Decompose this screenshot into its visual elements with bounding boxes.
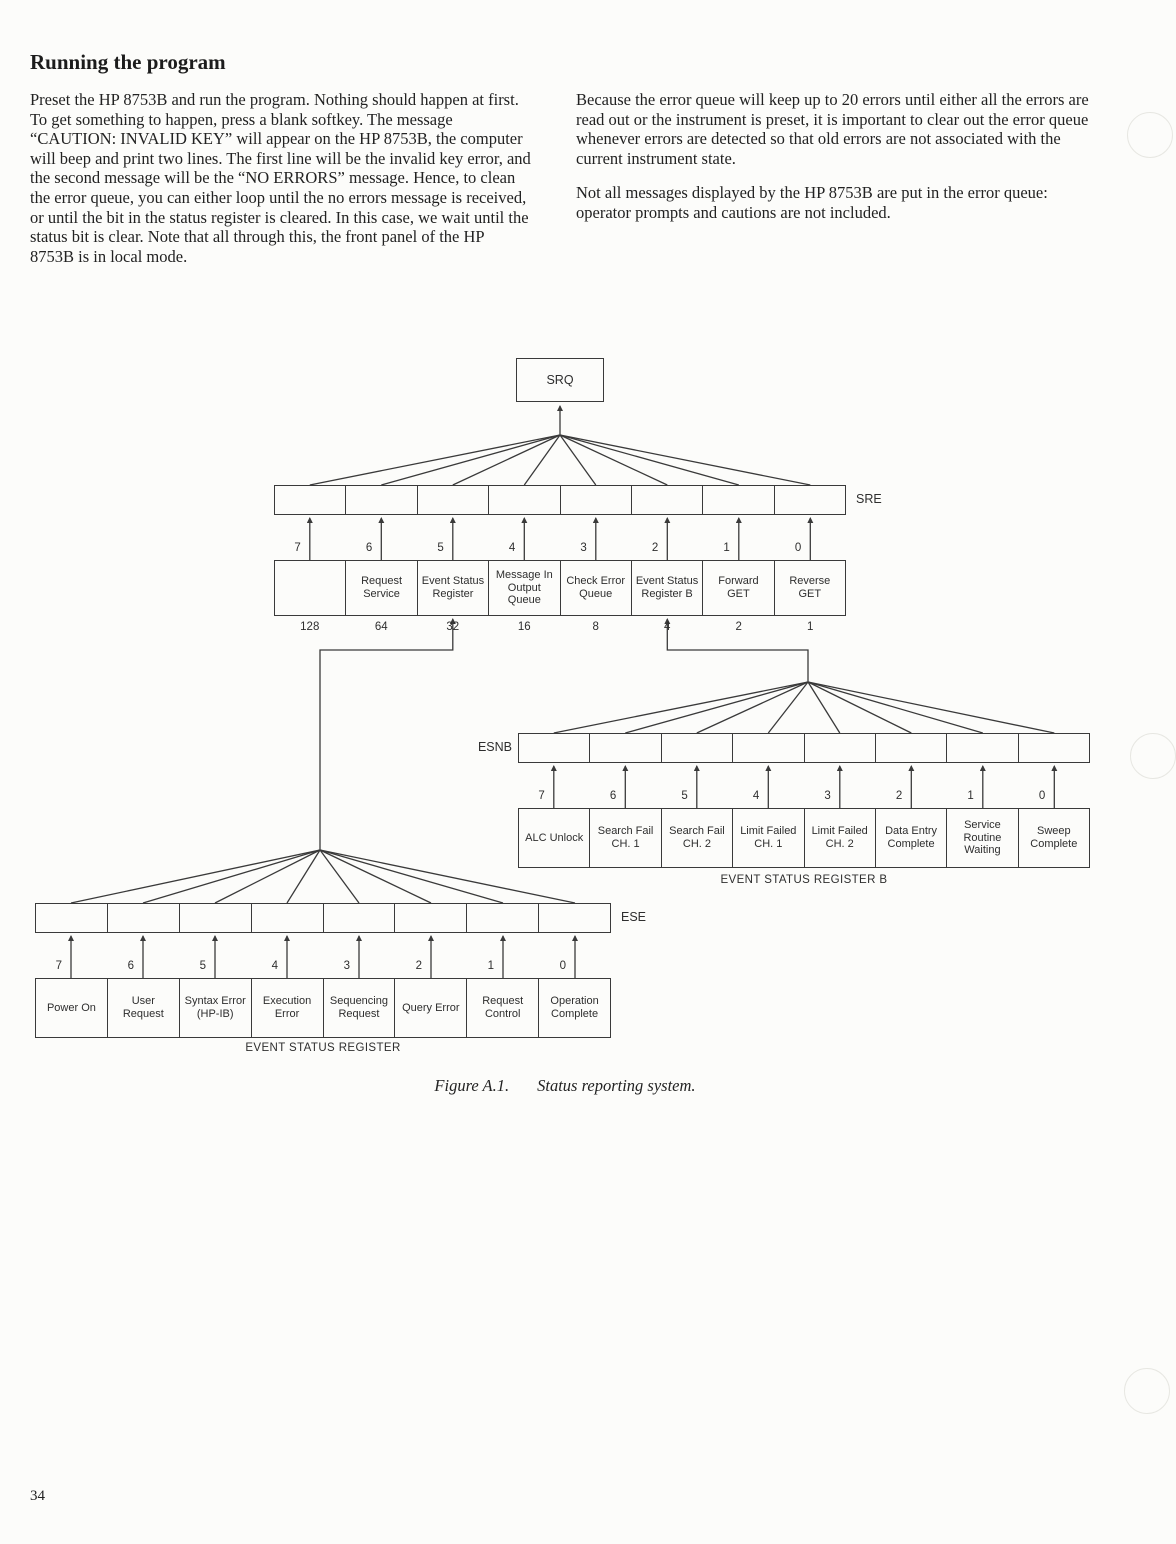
sre-register-cell	[631, 486, 702, 514]
ese-register-cell	[107, 904, 179, 932]
bit-number: 3	[580, 542, 587, 554]
bit-number: 3	[824, 790, 831, 802]
bit-value: 8	[592, 621, 599, 633]
sre-register-cell	[275, 486, 345, 514]
sre-register-cell	[702, 486, 773, 514]
sre-bit-box: Reverse GET	[774, 561, 845, 615]
esnb-bit-box: Limit Failed CH. 2	[804, 809, 875, 867]
bit-number: 5	[681, 790, 688, 802]
bit-number: 7	[294, 542, 301, 554]
sre-bit-values	[274, 621, 846, 633]
ese-bit-box: User Request	[107, 979, 179, 1037]
sre-register-cell	[417, 486, 488, 514]
bit-number: 7	[55, 960, 62, 972]
bit-number: 0	[1038, 790, 1046, 802]
bit-number: 6	[609, 790, 617, 802]
bit-number: 7	[538, 790, 545, 802]
bit-number: 6	[365, 542, 373, 554]
esnb-register-cell	[519, 734, 589, 762]
figure-caption-label: Figure A.1.	[434, 1076, 510, 1095]
ese-bit-numbers	[35, 935, 611, 975]
sre-bit-boxes	[274, 560, 846, 616]
esnb-bit-box: ALC Unlock	[525, 831, 584, 844]
page-number: 34	[30, 1488, 45, 1504]
esnb-bit-box: Service Routine Waiting	[946, 809, 1017, 867]
ese-register-cell	[538, 904, 610, 932]
esnb-bit-box: Sweep Complete	[1018, 809, 1089, 867]
sre-bit-box: Event Status Register	[417, 561, 488, 615]
ese-register-bar	[35, 903, 611, 933]
ese-register-cell	[36, 904, 107, 932]
ese-bit-boxes	[35, 978, 611, 1038]
bit-number: 2	[651, 542, 659, 554]
esnb-register-cell	[875, 734, 946, 762]
bit-number: 4	[271, 960, 278, 972]
ese-register-cell	[323, 904, 395, 932]
bit-number: 2	[895, 790, 903, 802]
ese-label: ESE	[621, 910, 647, 924]
esnb-register-cell	[732, 734, 803, 762]
esnb-bit-boxes	[518, 808, 1090, 868]
bit-number: 1	[723, 542, 730, 554]
bit-number: 5	[437, 542, 444, 554]
sre-bit-box: Forward GET	[702, 561, 773, 615]
bit-number: 0	[559, 960, 566, 972]
esnb-register-cell	[661, 734, 732, 762]
srq-box	[516, 358, 604, 402]
bit-value: 2	[735, 621, 742, 633]
esnb-register-cell	[946, 734, 1017, 762]
bit-value: 32	[446, 621, 460, 633]
bit-number: 5	[199, 960, 206, 972]
sre-bit-box: Message In Output Queue	[488, 561, 559, 615]
esnb-register-bar	[518, 733, 1090, 763]
esnb-bit-box: Data Entry Complete	[875, 809, 946, 867]
ese-register-caption: EVENT STATUS REGISTER	[245, 1042, 401, 1054]
ese-register-cell	[394, 904, 466, 932]
bit-number: 1	[967, 790, 974, 802]
sre-bit-box: Request Service	[345, 561, 416, 615]
esnb-register-cell	[589, 734, 660, 762]
bit-number: 3	[343, 960, 350, 972]
bit-number: 4	[508, 542, 516, 554]
bit-value: 16	[517, 621, 531, 633]
ese-bit-box: Query Error	[394, 979, 466, 1037]
figure-caption	[0, 1076, 1130, 1096]
sre-register-cell	[560, 486, 631, 514]
sre-bit-box	[275, 561, 345, 615]
ese-register-cell	[251, 904, 323, 932]
esnb-bit-box: Limit Failed CH. 1	[732, 809, 803, 867]
srq-label: SRQ	[546, 373, 574, 387]
bit-number: 2	[415, 960, 422, 972]
scan-artifact-circle	[1124, 1368, 1170, 1414]
ese-bit-box: Execution Error	[251, 979, 323, 1037]
bit-number: 6	[127, 960, 134, 972]
esnb-register-cell	[804, 734, 875, 762]
sre-register-cell	[774, 486, 845, 514]
sre-bit-numbers	[274, 517, 846, 557]
ese-bit-box: Power On	[46, 1001, 96, 1014]
esnb-bit-box: Search Fail CH. 2	[661, 809, 732, 867]
esnb-label: ESNB	[477, 740, 512, 754]
ese-bit-box: Request Control	[466, 979, 538, 1037]
sre-bit-box: Event Status Register B	[631, 561, 702, 615]
ese-bit-box: Sequencing Request	[323, 979, 395, 1037]
ese-register-cell	[179, 904, 251, 932]
esnb-register-caption: EVENT STATUS REGISTER B	[720, 874, 888, 886]
bit-number: 1	[487, 960, 494, 972]
section-heading: Running the program	[30, 50, 226, 74]
esnb-register-cell	[1018, 734, 1089, 762]
ese-bit-box: Syntax Error (HP-IB)	[179, 979, 251, 1037]
scan-artifact-circle	[1127, 112, 1173, 158]
bit-number: 4	[752, 790, 760, 802]
esnb-bit-numbers	[518, 765, 1090, 805]
bit-value: 4	[664, 621, 671, 633]
esnb-bit-box: Search Fail CH. 1	[589, 809, 660, 867]
sre-bit-box: Check Error Queue	[560, 561, 631, 615]
right-column	[576, 90, 1092, 223]
sre-register-cell	[488, 486, 559, 514]
right-column-paragraph-2: Not all messages displayed by the HP 8753B are put in the error queue: operator prompts and cautions are not included.	[576, 183, 1048, 222]
bit-value: 1	[807, 621, 814, 633]
bit-value: 128	[300, 621, 320, 633]
ese-bit-box: Operation Complete	[538, 979, 610, 1037]
sre-register-bar	[274, 485, 846, 515]
right-column-paragraph-1: Because the error queue will keep up to 20 errors until either all the errors are read out or the instrument is preset, it is important to clear out the error queue whenever errors are detected so that old errors are not associated with the current instrument state.	[576, 90, 1089, 168]
ese-register-cell	[466, 904, 538, 932]
sre-label: SRE	[856, 492, 882, 506]
left-column-paragraph: Preset the HP 8753B and run the program. Nothing should happen at first. To get something to happen, press a blank softkey. The message “CAUTION: INVALID KEY” will appear on the HP 8753B, the computer will beep and print two lines. The first line will be the invalid key error, and the second message will be the “NO ERRORS” message. Hence, to clean the error queue, you can either loop until the no errors message is received, or until the bit in the status register is cleared. In this case, we wait until the status bit is clear. Note that all through this, the front panel of the HP 8753B is in local mode.	[30, 90, 531, 266]
bit-value: 64	[374, 621, 388, 633]
bit-number: 0	[794, 542, 802, 554]
status-reporting-diagram	[0, 350, 1176, 1125]
figure-caption-text: Status reporting system.	[537, 1076, 696, 1095]
sre-register-cell	[345, 486, 416, 514]
